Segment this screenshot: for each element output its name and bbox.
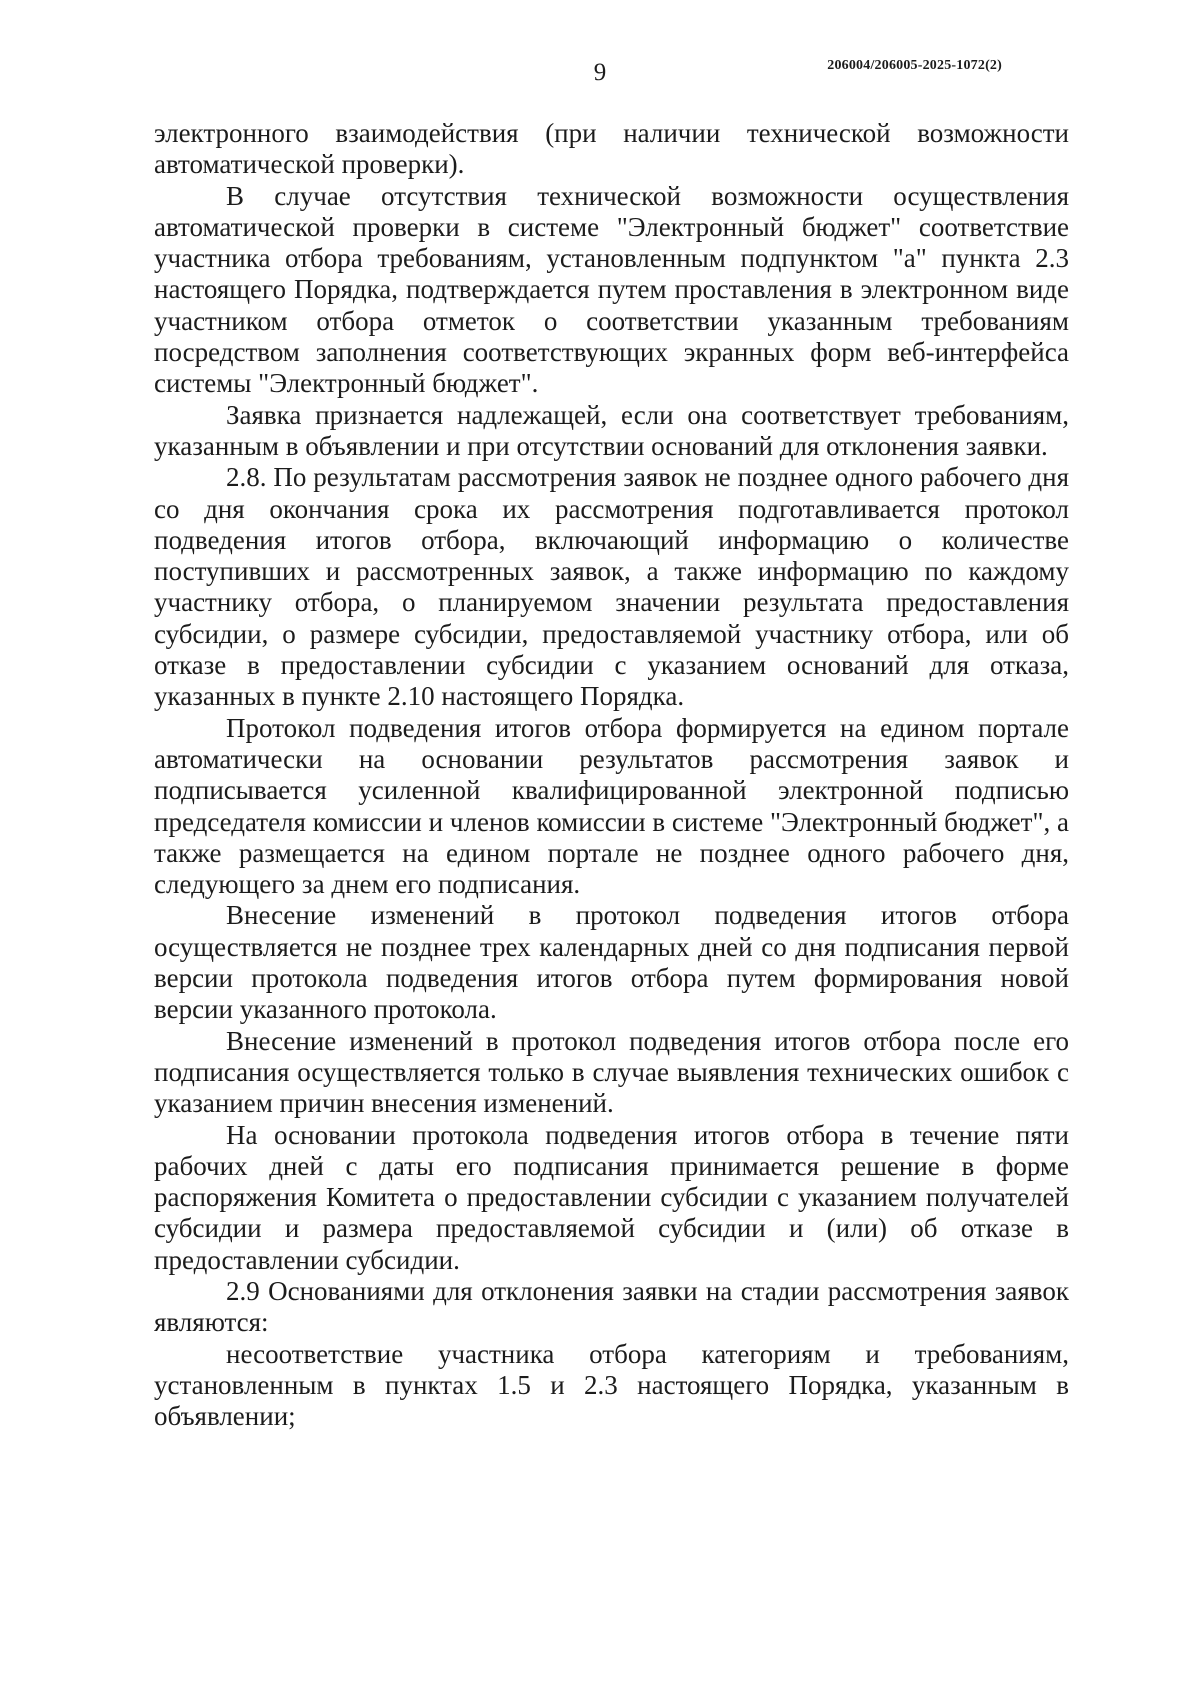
paragraph: Заявка признается надлежащей, если она соответствует требованиям, указанным в объявлении и при отсутствии оснований для отклонения заявки.: [154, 399, 1069, 461]
paragraph: Протокол подведения итогов отбора формируется на едином портале автоматически на основании результатов рассмотрения заявок и подписывается усиленной квалифицированной электронной подписью председателя комиссии и членов комиссии в системе "Электронный бюджет", а также размещается на едином портале не позднее одного рабочего дня, следующего за днем его подписания.: [154, 712, 1069, 900]
paragraph: несоответствие участника отбора категориям и требованиям, установленным в пунктах 1.5 и 2.3 настоящего Порядка, указанным в объявлении;: [154, 1338, 1069, 1432]
document-body: [154, 118, 1069, 1432]
paragraph: Внесение изменений в протокол подведения итогов отбора после его подписания осуществляется только в случае выявления технических ошибок с указанием причин внесения изменений.: [154, 1025, 1069, 1119]
paragraph: На основании протокола подведения итогов отбора в течение пяти рабочих дней с даты его подписания принимается решение в форме распоряжения Комитета о предоставлении субсидии с указанием получателей субсидии и размера предоставляемой субсидии и (или) об отказе в предоставлении субсидии.: [154, 1119, 1069, 1275]
page-number: 9: [593, 59, 607, 86]
paragraph: Внесение изменений в протокол подведения итогов отбора осуществляется не позднее трех календарных дней со дня подписания первой версии протокола подведения итогов отбора путем формирования новой версии указанного протокола.: [154, 900, 1069, 1025]
paragraph: 2.8. По результатам рассмотрения заявок не позднее одного рабочего дня со дня окончания срока их рассмотрения подготавливается протокол подведения итогов отбора, включающий информацию о количестве поступивших и рассмотренных заявок, а также информацию по каждому участнику отбора, о планируемом значении результата предоставления субсидии, о размере субсидии, предоставляемой участнику отбора, или об отказе в предоставлении субсидии с указанием оснований для отказа, указанных в пункте 2.10 настоящего Порядка.: [154, 462, 1069, 712]
paragraph: 2.9 Основаниями для отклонения заявки на стадии рассмотрения заявок являются:: [154, 1275, 1069, 1338]
paragraph: электронного взаимодействия (при наличии технической возможности автоматической проверки).: [154, 118, 1069, 180]
paragraph: В случае отсутствия технической возможности осуществления автоматической проверки в системе "Электронный бюджет" соответствие участника отбора требованиям, установленным подпунктом "а" пункта 2.3 настоящего Порядка, подтверждается путем проставления в электронном виде участником отбора отметок о соответствии указанным требованиям посредством заполнения соответствующих экранных форм веб-интерфейса системы "Электронный бюджет".: [154, 180, 1069, 399]
document-id: 206004/206005-2025-1072(2): [827, 58, 1002, 73]
